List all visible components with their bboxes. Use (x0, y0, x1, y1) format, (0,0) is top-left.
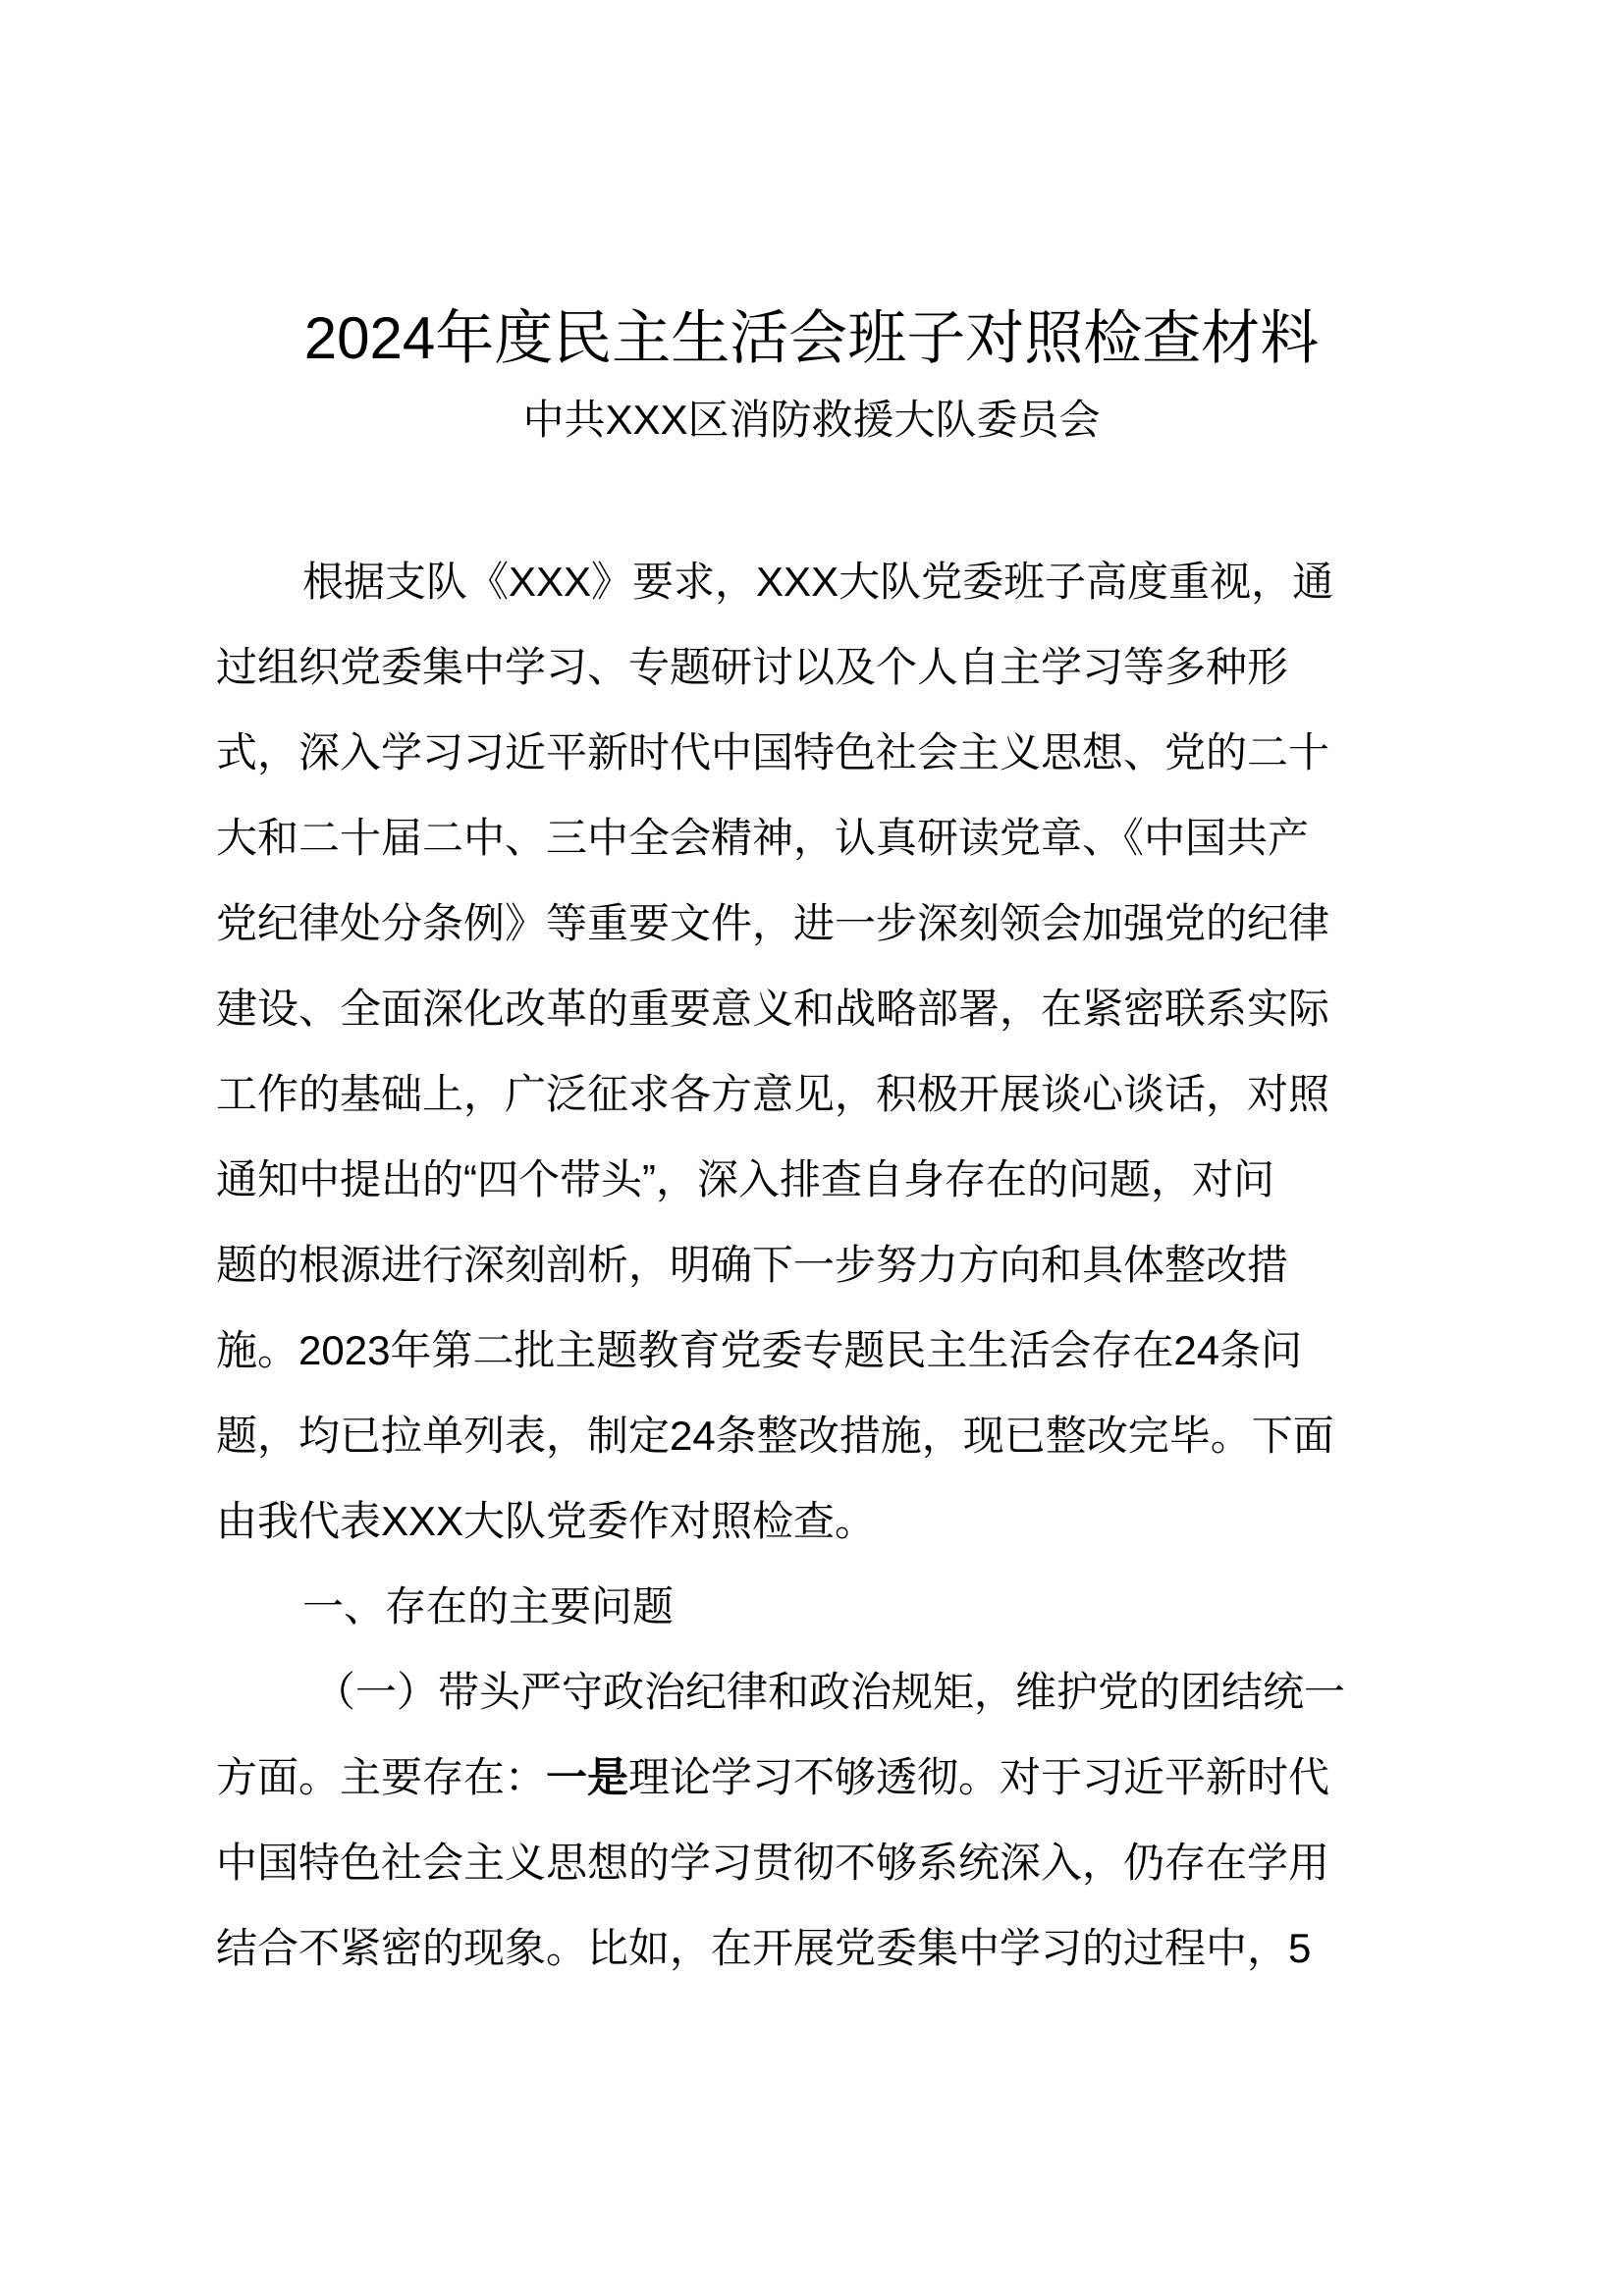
subsection-heading: （一）带头严守政治纪律和政治规矩，维护党的团结统一 (314, 1669, 1346, 1715)
paragraph-line: 工作的基础上，广泛征求各方意见，积极开展谈心谈话，对照 (216, 1071, 1330, 1117)
paragraph-line: 施。2023年第二批主题教育党委专题民主生活会存在24条问 (216, 1327, 1303, 1373)
paragraph-line (216, 1748, 1434, 1834)
paragraph-line: 式，深入学习习近平新时代中国特色社会主义思想、党的二十 (216, 729, 1330, 775)
paragraph-line: 由我代表XXX大队党委作对照检查。 (216, 1498, 877, 1544)
paragraph-line: 结合不紧密的现象。比如，在开展党委集中学习的过程中，5 (216, 1925, 1312, 1971)
paragraph-line: 题的根源进行深刻剖析，明确下一步努力方向和具体整改措 (216, 1242, 1289, 1288)
section-heading: 一、存在的主要问题 (302, 1583, 675, 1629)
document-subtitle: 中共XXX区消防救援大队委员会 (522, 397, 1101, 443)
paragraph-line: 党纪律处分条例》等重要文件，进一步深刻领会加强党的纪律 (216, 900, 1330, 946)
paragraph-line: 过组织党委集中学习、专题研讨以及个人自主学习等多种形 (216, 644, 1289, 690)
document-body (216, 553, 1434, 2004)
paragraph-line: 大和二十届二中、三中全会精神，认真研读党章、《中国共产 (216, 815, 1310, 861)
paragraph-line: 中国特色社会主义思想的学习贯彻不够系统深入，仍存在学用 (216, 1840, 1330, 1886)
paragraph-line: 通知中提出的“四个带头”，深入排查自身存在的问题，对问 (216, 1156, 1274, 1202)
paragraph-line: 建设、全面深化改革的重要意义和战略部署，在紧密联系实际 (216, 986, 1330, 1032)
bold-marker: 一是 (546, 1754, 629, 1800)
line-suffix: 理论学习不够透彻。对于习近平新时代 (628, 1754, 1330, 1800)
line-prefix: 方面。主要存在： (216, 1754, 547, 1800)
document-title: 2024年度民主生活会班子对照检查材料 (303, 305, 1320, 371)
paragraph-line: 题，均已拉单列表，制定24条整改措施，现已整改完毕。下面 (216, 1413, 1334, 1459)
paragraph-line: 根据支队《XXX》要求，XXX大队党委班子高度重视，通 (302, 559, 1334, 605)
intro-paragraph (216, 553, 1434, 1577)
subsection-paragraph (216, 1663, 1434, 2004)
